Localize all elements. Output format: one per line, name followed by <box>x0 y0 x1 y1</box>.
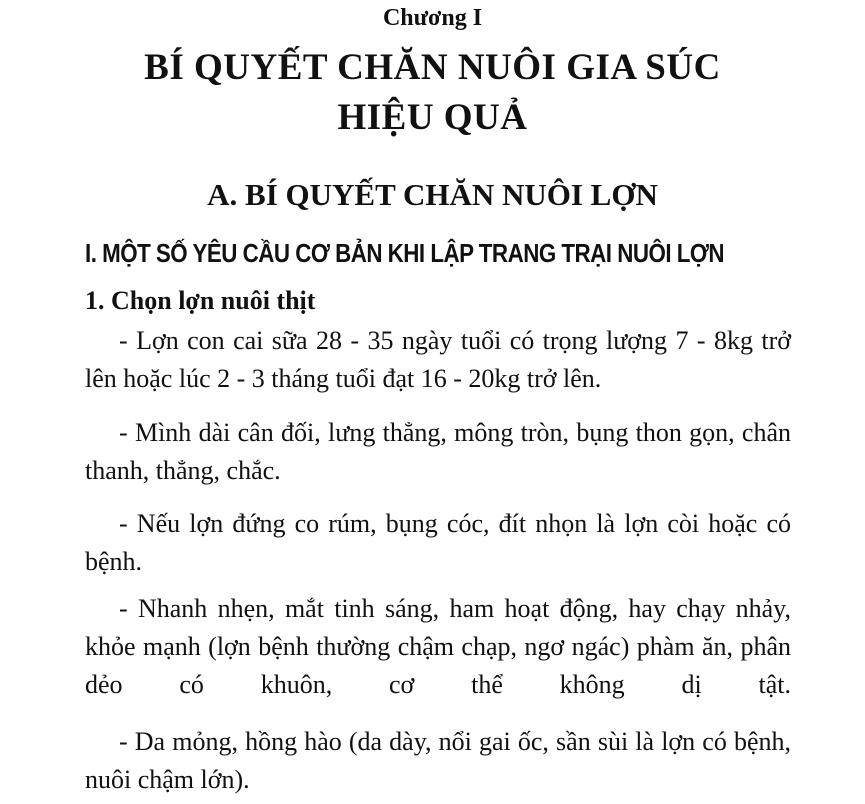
item-heading: 1. Chọn lợn nuôi thịt <box>85 286 316 315</box>
paragraph-body-shape: - Mình dài cân đối, lưng thẳng, mông tròn, bụng thon gọn, chân thanh, thẳng, chắc. <box>85 418 791 485</box>
paragraph-skin: - Da mỏng, hồng hào (da dày, nổi gai ốc, sần sùi là lợn có bệnh, nuôi chậm lớn). <box>85 727 791 794</box>
chapter-title-line-1: BÍ QUYẾT CHĂN NUÔI GIA SÚC <box>144 47 721 88</box>
chapter-title <box>0 43 865 143</box>
section-title: A. BÍ QUYẾT CHĂN NUÔI LỢN <box>207 177 658 212</box>
chapter-title-line-2: HIỆU QUẢ <box>337 97 528 138</box>
chapter-label: Chương I <box>382 5 483 31</box>
subsection-title: I. MỘT SỐ YÊU CẦU CƠ BẢN KHI LẬP TRANG TRẠI NUÔI LỢN <box>85 238 725 268</box>
paragraph-piglet-weight: - Lợn con cai sữa 28 - 35 ngày tuổi có trọng lượng 7 - 8kg trở lên hoặc lúc 2 - 3 tháng tuổi đạt 16 - 20kg trở lên. <box>85 326 791 393</box>
paragraph-behavior: - Nhanh nhẹn, mắt tinh sáng, ham hoạt động, hay chạy nhảy, khỏe mạnh (lợn bệnh thường chậm chạp, ngơ ngác) phàm ăn, phân dẻo có khuôn, cơ thể không dị tật. <box>85 594 791 699</box>
paragraph-sick-signs: - Nếu lợn đứng co rúm, bụng cóc, đít nhọn là lợn còi hoặc có bệnh. <box>85 509 791 576</box>
